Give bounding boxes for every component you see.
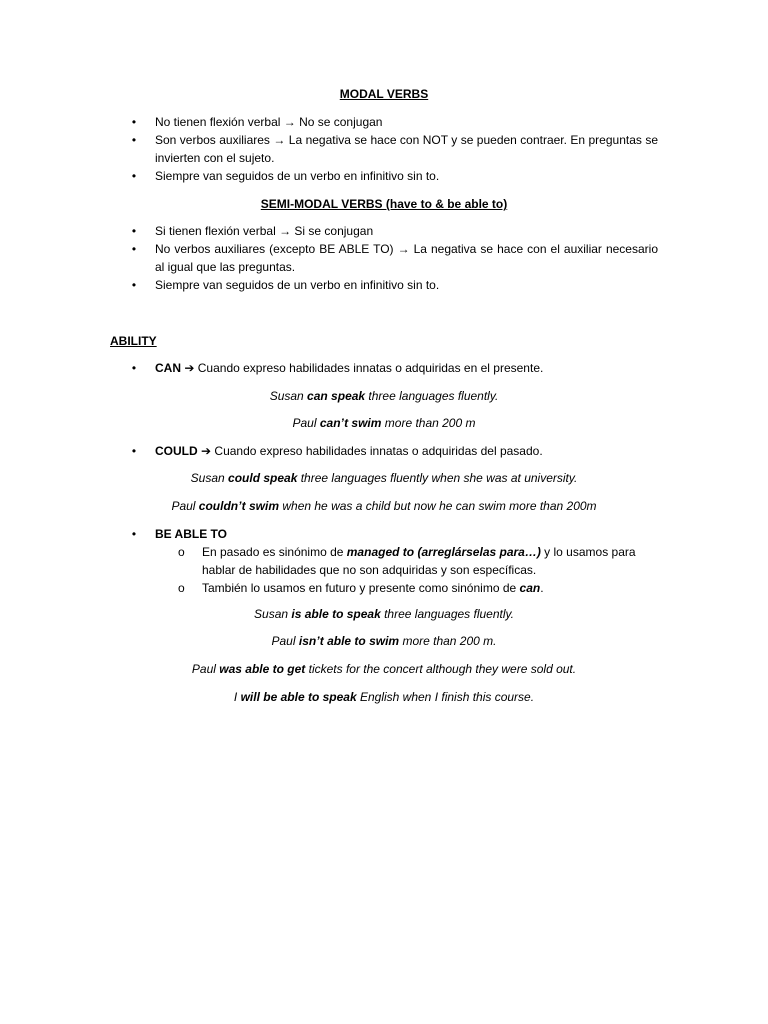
could-keyword: COULD bbox=[155, 444, 198, 458]
example-sentence: Paul couldn’t swim when he was a child but now he can swim more than 200m bbox=[171, 499, 597, 513]
can-list bbox=[128, 359, 658, 377]
example-sentence: Susan can speak three languages fluently. bbox=[269, 389, 499, 403]
bullet-icon: • bbox=[131, 242, 137, 256]
circle-bullet-icon: o bbox=[178, 581, 185, 595]
bullet-icon: • bbox=[131, 115, 137, 129]
semi-modal-title: SEMI-MODAL VERBS (have to & be able to) bbox=[260, 197, 508, 211]
can-keyword: CAN bbox=[155, 361, 181, 375]
modal-verbs-list bbox=[128, 113, 658, 185]
bullet-icon: • bbox=[131, 169, 137, 183]
list-item: • Siempre van seguidos de un verbo en infinitivo sin to. bbox=[128, 167, 658, 185]
example-sentence: Paul can’t swim more than 200 m bbox=[292, 416, 476, 430]
ability-title: ABILITY bbox=[110, 334, 157, 348]
list-item: • No verbos auxiliares (excepto BE ABLE TO) → La negativa se hace con el auxiliar necesario al igual que las preguntas. bbox=[128, 240, 658, 276]
list-item bbox=[128, 525, 658, 543]
bullet-icon: • bbox=[131, 133, 137, 147]
be-able-to-sublist bbox=[178, 543, 660, 597]
list-item: • Siempre van seguidos de un verbo en infinitivo sin to. bbox=[128, 276, 658, 294]
be-able-to-list bbox=[128, 525, 658, 543]
arrow-icon: ➔ bbox=[184, 361, 195, 375]
example-sentence: Paul was able to get tickets for the concert although they were sold out. bbox=[191, 662, 577, 676]
circle-bullet-icon: o bbox=[178, 545, 185, 559]
bullet-icon: • bbox=[131, 224, 137, 238]
list-item: • Si tienen flexión verbal → Si se conjugan bbox=[128, 222, 658, 240]
example-sentence: I will be able to speak English when I finish this course. bbox=[233, 690, 535, 704]
arrow-icon: ➔ bbox=[201, 444, 212, 458]
list-item: • COULD ➔ Cuando expreso habilidades innatas o adquiridas del pasado. bbox=[128, 442, 658, 460]
bullet-icon: • bbox=[131, 278, 137, 292]
bullet-icon: • bbox=[131, 444, 137, 458]
example-sentence: Paul isn’t able to swim more than 200 m. bbox=[271, 634, 497, 648]
list-item: • No tienen flexión verbal → No se conjugan bbox=[128, 113, 658, 131]
example-sentence: Susan is able to speak three languages fluently. bbox=[254, 607, 514, 621]
be-able-to-keyword: BE ABLE TO bbox=[155, 527, 228, 541]
modal-verbs-title: MODAL VERBS bbox=[339, 87, 429, 101]
example-sentence: Susan could speak three languages fluently when she was at university. bbox=[190, 471, 578, 485]
list-item: o En pasado es sinónimo de managed to (arreglárselas para…) y lo usamos para hablar de habilidades que no son adquiridas y son específicas. bbox=[178, 545, 636, 577]
list-item: • Son verbos auxiliares → La negativa se hace con NOT y se pueden contraer. En preguntas se invierten con el sujeto. bbox=[128, 131, 658, 167]
list-item: • CAN ➔ Cuando expreso habilidades innatas o adquiridas en el presente. bbox=[128, 359, 658, 377]
bullet-icon: • bbox=[131, 527, 137, 541]
could-list bbox=[128, 442, 658, 460]
bullet-icon: • bbox=[131, 361, 137, 375]
list-item: o También lo usamos en futuro y presente como sinónimo de can. bbox=[178, 581, 544, 595]
semi-modal-list bbox=[128, 222, 658, 294]
